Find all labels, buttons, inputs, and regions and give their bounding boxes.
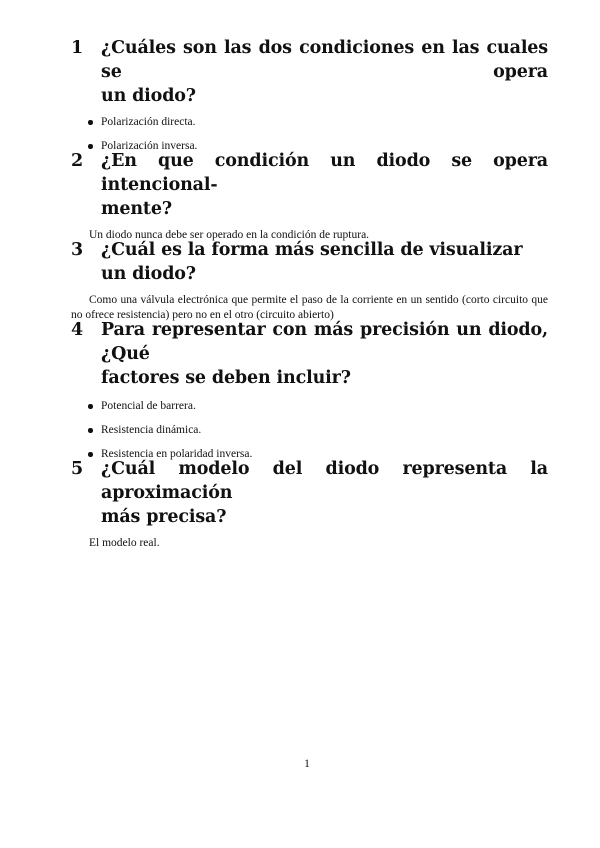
section-title-line1: Para representar con más precisión un diodo, ¿Qué [101,320,548,364]
list-item-text: Potencial de barrera. [101,400,196,412]
list-item-text: Polarización directa. [101,116,196,128]
section-4 [0,318,600,471]
answer-text: Como una válvula electrónica que permite el paso de la corriente en un sentido (corto circuito que no ofrece resistencia) pero no en el otro (circuito abierto) [71,294,548,321]
section-title-line2: factores se deben incluir? [101,368,351,388]
section-title-line1: ¿En que condición un diodo se opera intencional- [101,151,548,195]
section-heading [0,238,600,286]
section-number: 2 [71,151,84,171]
bullet-icon [88,428,93,433]
section-number: 5 [71,459,84,479]
bullet-icon [88,404,93,409]
section-title-line1: ¿Cuáles son las dos condiciones en las cuales se opera [101,38,548,82]
section-number: 3 [71,240,84,260]
section-title-line2: más precisa? [101,507,227,527]
section-1 [0,36,600,163]
bullet-list [0,115,600,153]
list-item [0,423,600,437]
section-5 [0,457,600,551]
section-heading [0,318,600,390]
section-title-line1: ¿Cuál es la forma más sencilla de visualizar un diodo? [101,240,523,284]
answer-text: Un diodo nunca debe ser operado en la condición de ruptura. [89,229,370,241]
answer-text: El modelo real. [89,537,160,549]
list-item [0,115,600,129]
list-item [0,399,600,413]
section-3 [0,238,600,322]
list-item-text: Resistencia dinámica. [101,424,202,436]
section-heading [0,149,600,221]
list-item-text: Polarización inversa. [101,140,198,152]
section-2 [0,149,600,243]
section-number: 1 [71,38,84,58]
bullet-icon [88,452,93,457]
section-heading [0,457,600,529]
page-number: 1 [304,758,310,770]
section-heading [0,36,600,108]
list-item-text: Resistencia en polaridad inversa. [101,448,253,460]
bullet-icon [88,120,93,125]
section-title-line1: ¿Cuál modelo del diodo representa la aproximación [101,459,548,503]
bullet-icon [88,144,93,149]
section-number: 4 [71,320,84,340]
section-title-line2: mente? [101,199,172,219]
bullet-list [0,399,600,461]
section-title-line2: un diodo? [101,86,196,106]
